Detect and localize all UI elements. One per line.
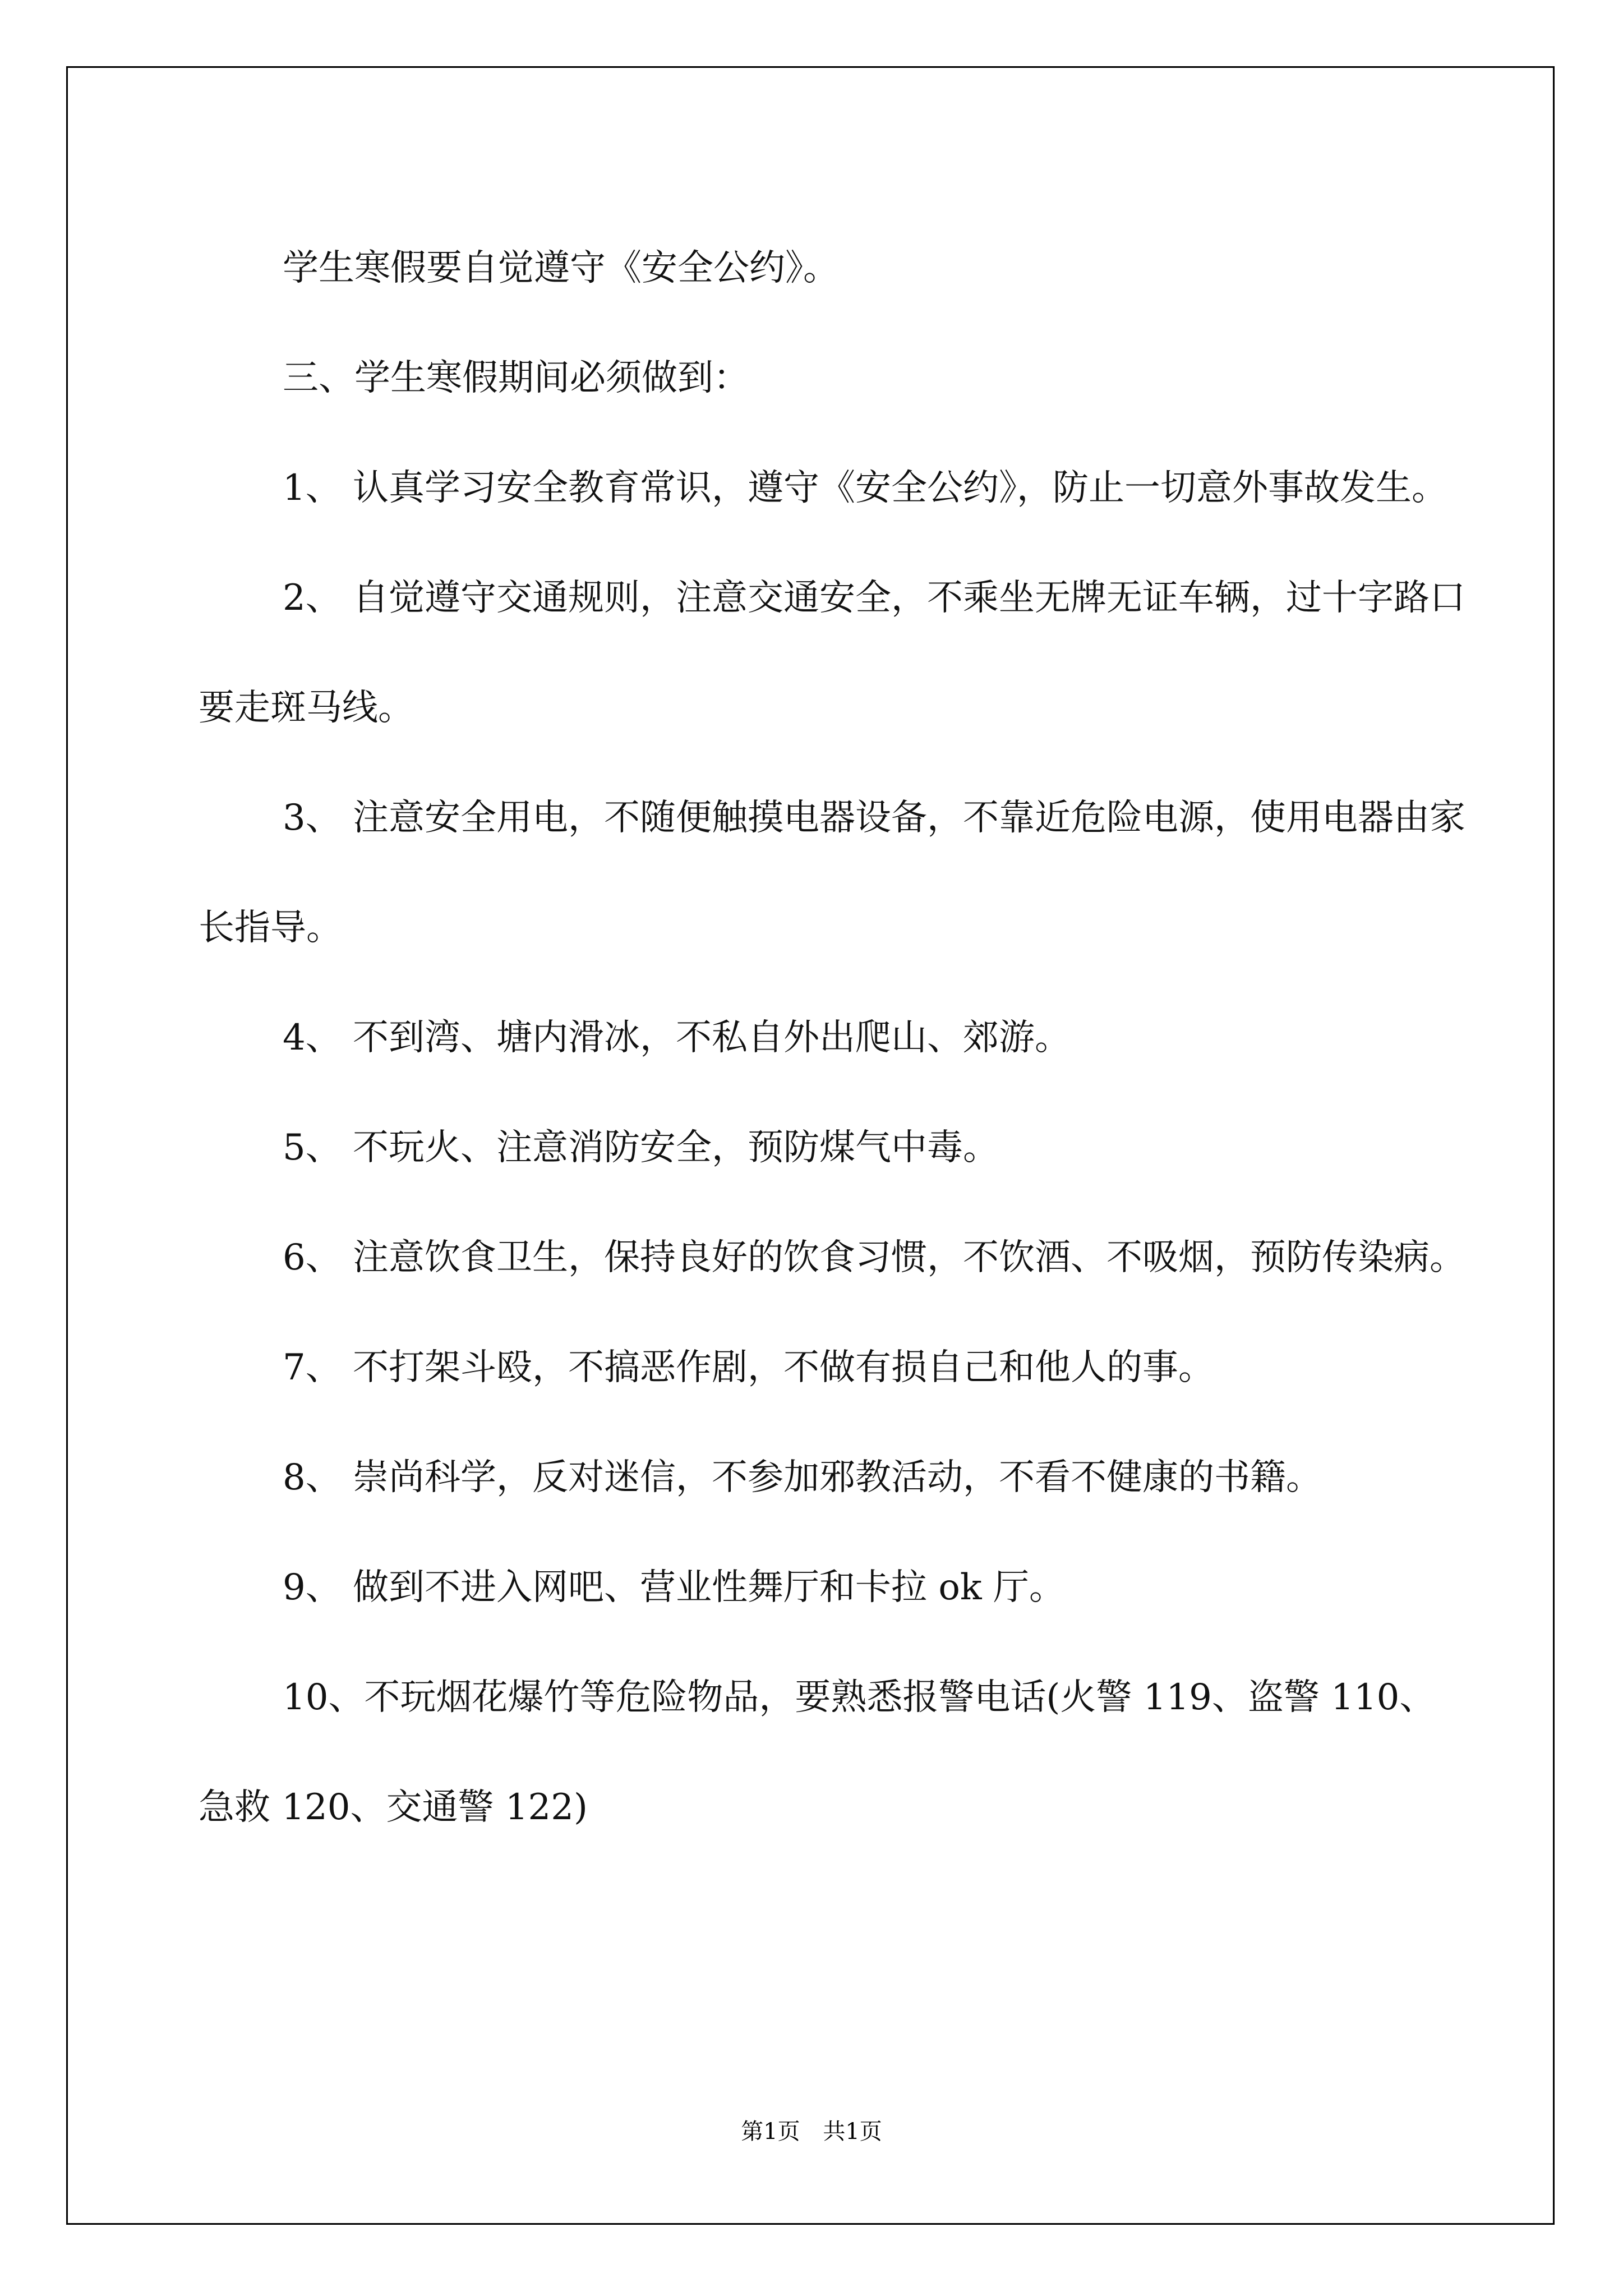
list-item-3: 3、 注意安全用电，不随便触摸电器设备，不靠近危险电源，使用电器由家长指导。 [199,797,1466,949]
list-item-1: 1、 认真学习安全教育常识，遵守《安全公约》，防止一切意外事故发生。 [283,467,1448,509]
list-item-7: 7、 不打架斗殴，不搞恶作剧，不做有损自己和他人的事。 [283,1347,1215,1388]
page-number: 第1页 [741,2119,800,2145]
page-total: 共1页 [823,2119,882,2145]
list-item-8: 8、 崇尚科学，反对迷信，不参加邪教活动，不看不健康的书籍。 [283,1457,1322,1498]
list-item-6: 6、 注意饮食卫生，保持良好的饮食习惯，不饮酒、不吸烟，预防传染病。 [283,1237,1466,1278]
intro-paragraph: 学生寒假要自觉遵守《安全公约》。 [283,247,839,289]
list-item-9: 9、 做到不进入网吧、营业性舞厅和卡拉 ok 厅。 [283,1567,1066,1608]
page-footer [0,2118,1623,2146]
list-item-10: 10、不玩烟花爆竹等危险物品，要熟悉报警电话(火警 119、盗警 110、急救 120、交通警 122) [199,1677,1436,1828]
list-item-2: 2、 自觉遵守交通规则，注意交通安全，不乘坐无牌无证车辆，过十字路口要走斑马线。 [199,577,1466,729]
list-item-5: 5、 不玩火、注意消防安全，预防煤气中毒。 [283,1127,999,1168]
section-heading: 三、学生寒假期间必须做到： [283,357,749,399]
list-item-4: 4、 不到湾、塘内滑冰，不私自外出爬山、郊游。 [283,1017,1071,1059]
document-body [199,213,1466,1862]
